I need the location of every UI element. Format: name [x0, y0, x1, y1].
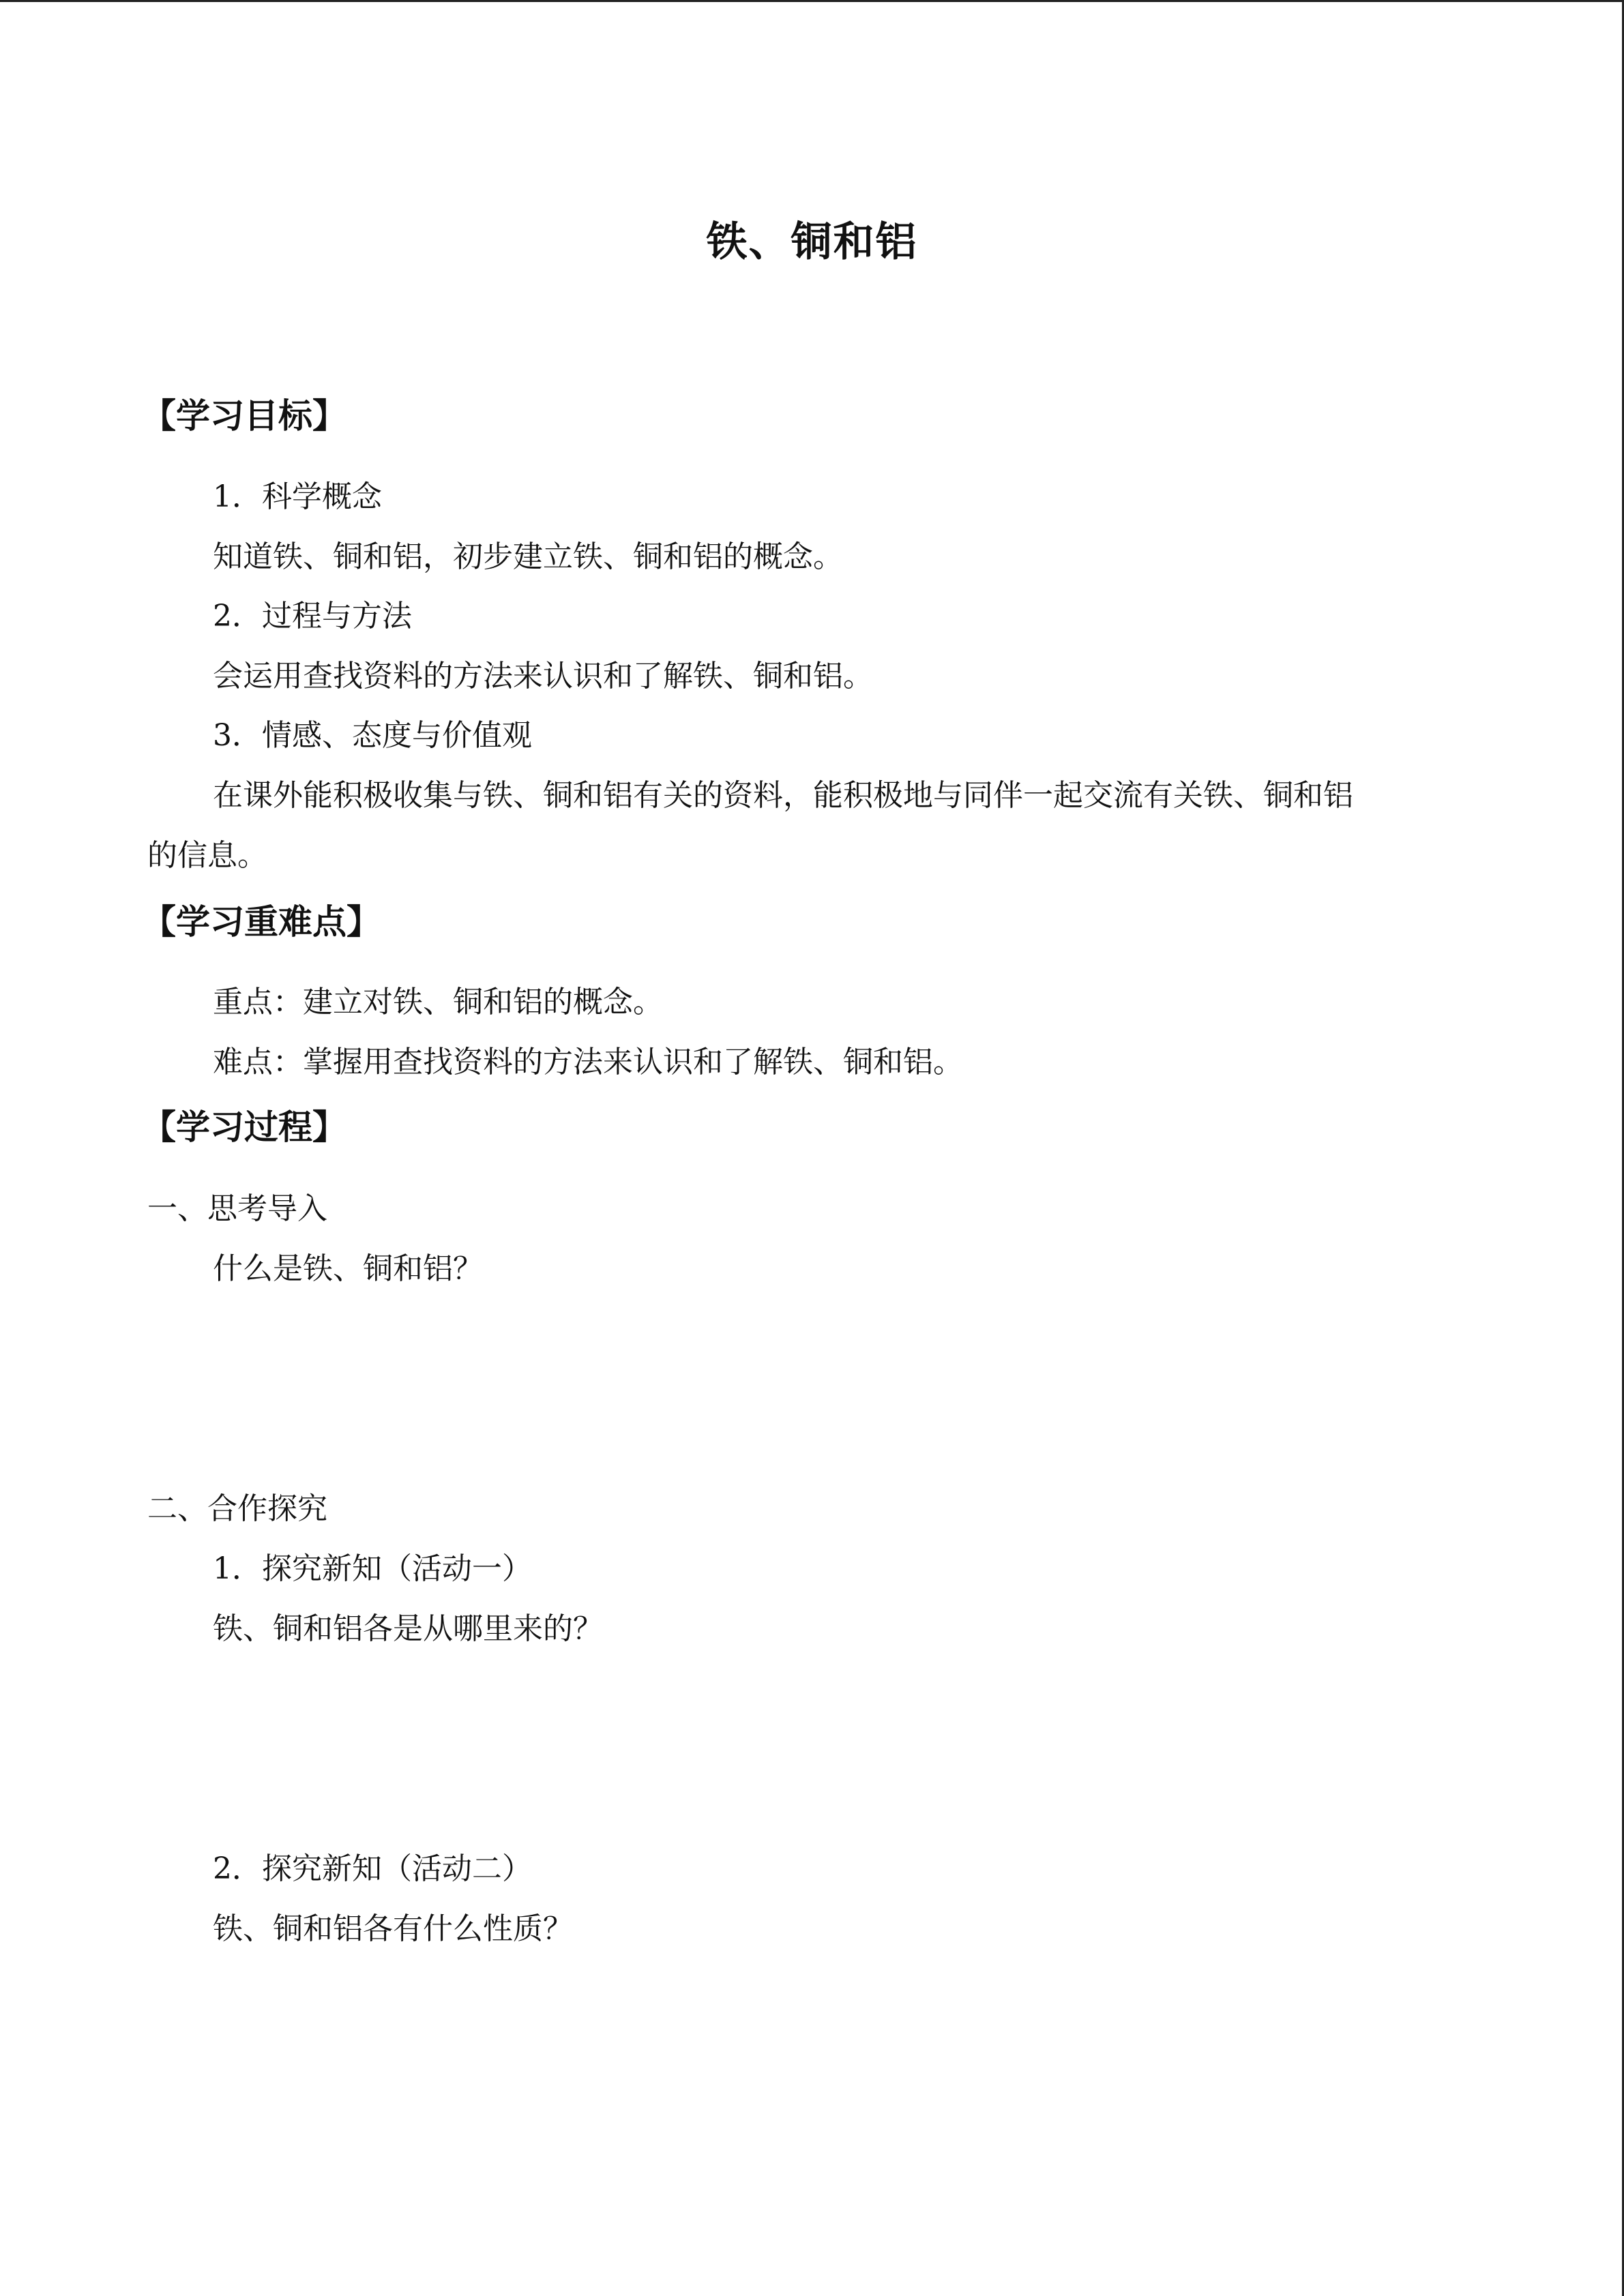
objective-2-title: 2．过程与方法	[213, 599, 412, 633]
objective-1-text: 知道铁、铜和铝，初步建立铁、铜和铝的概念。	[213, 539, 843, 574]
objective-3-title: 3．情感、态度与价值观	[213, 718, 532, 753]
activity-2-question: 铁、铜和铝各有什么性质？	[213, 1911, 573, 1946]
objective-2-text: 会运用查找资料的方法来认识和了解铁、铜和铝。	[213, 659, 873, 694]
process-part2-title: 二、合作探究	[147, 1491, 327, 1526]
activity-2-title: 2．探究新知（活动二）	[213, 1851, 532, 1886]
objective-3-text-line2: 的信息。	[147, 838, 267, 873]
section-heading-key-points: 【学习重难点】	[142, 902, 381, 942]
activity-1-title: 1．探究新知（活动一）	[213, 1551, 532, 1586]
key-point-difficulty: 难点：掌握用查找资料的方法来认识和了解铁、铜和铝。	[213, 1045, 963, 1079]
objective-3-text-line1: 在课外能积极收集与铁、铜和铝有关的资料，能积极地与同伴一起交流有关铁、铜和铝	[213, 778, 1353, 813]
objective-1-title: 1．科学概念	[213, 479, 382, 514]
section-heading-process: 【学习过程】	[142, 1107, 346, 1147]
process-part1-title: 一、思考导入	[147, 1191, 327, 1226]
activity-1-question: 铁、铜和铝各是从哪里来的？	[213, 1611, 603, 1646]
process-part1-question: 什么是铁、铜和铝？	[213, 1251, 483, 1286]
key-point-focus: 重点：建立对铁、铜和铝的概念。	[213, 985, 663, 1019]
section-heading-objectives: 【学习目标】	[142, 396, 346, 436]
page-title: 铁、铜和铝	[706, 218, 918, 266]
